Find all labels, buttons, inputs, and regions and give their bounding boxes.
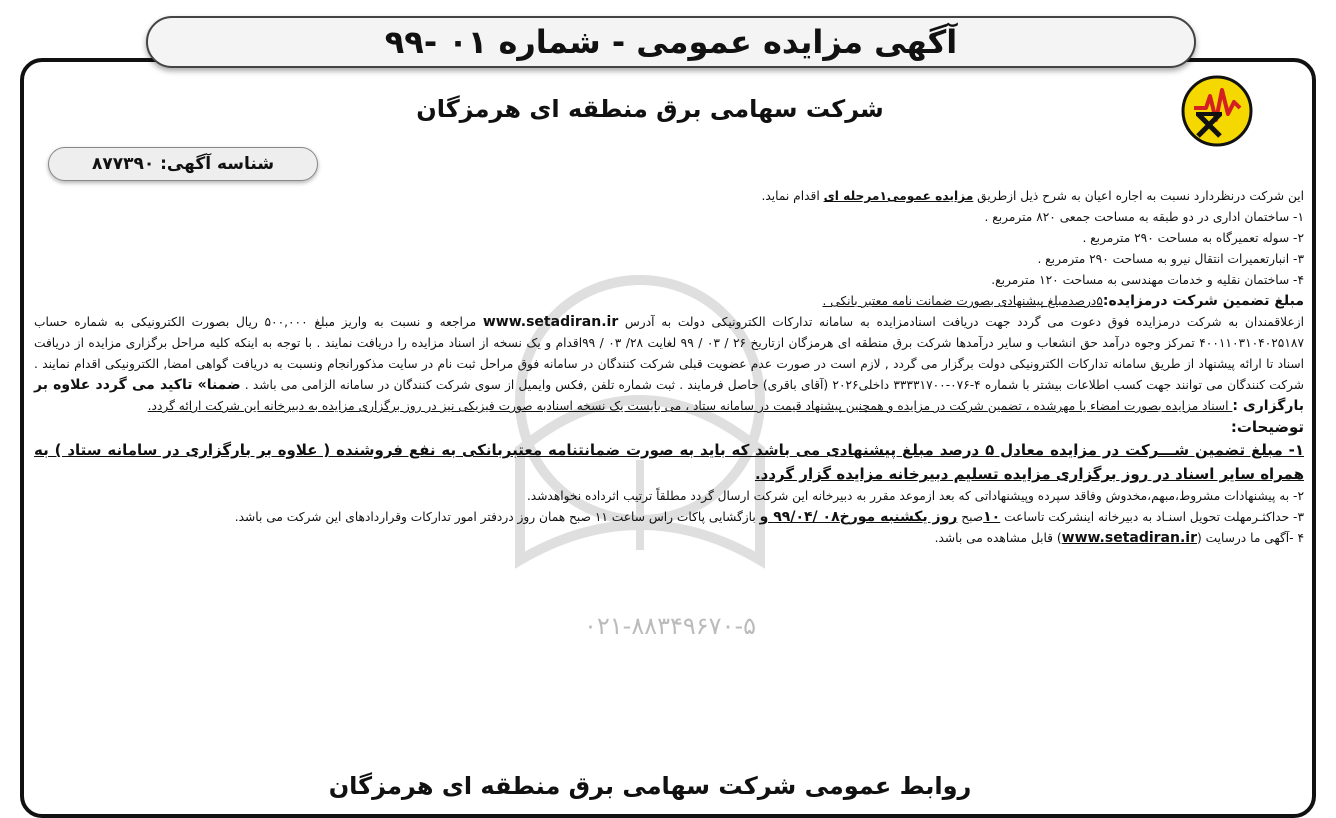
note3-a: ۳- حداکثـرمهلت تحویل اسنـاد به دبیرخانه اینشرکت تاساعت <box>1000 510 1304 524</box>
notice-id-badge <box>48 147 318 181</box>
item-4: ۴- ساختمان نقلیه و خدمات مهندسی به مساحت ۱۲۰ مترمربع. <box>991 273 1304 287</box>
note-3 <box>34 507 1304 528</box>
notice-id-text: شناسه آگهی: ۸۷۷۳۹۰ <box>91 154 275 174</box>
note4-before: ۴ -آگهی ما درسایت ( <box>1197 531 1304 545</box>
intro-highlight: مزایده عمومی۱مرحله ای <box>823 189 974 203</box>
note-4 <box>34 528 1304 549</box>
company-name: شرکت سهامی برق منطقه ای هرمزگان <box>416 95 884 123</box>
watermark-phone: ۰۲۱-۸۸۳۴۹۶۷۰-۵ <box>583 612 756 640</box>
notice-title: آگهی مزایده عمومی - شماره ۰۱ -۹۹ <box>384 23 958 61</box>
note-1: ۱- مبلغ تضمین شـــرکت در مزایده معادل ۵ درصد مبلغ پیشنهادی می باشد که باید به صورت ضمانتنامه معتبربانکی به نفع فروشنده ( علاوه بر بارگزاری در سامانه ستاد ) به همراه سایر اسناد در روز برگزاری مزایده تسلیم دبیرخانه مزایده گزار گردد. <box>34 441 1305 483</box>
guarantee-text: ۵درصدمبلغ پیشنهادی بصورت ضمانت نامه معتبر بانکی . <box>822 294 1103 308</box>
item-1: ۱- ساختمان اداری در دو طبقه به مساحت جمعی ۸۲۰ مترمربع . <box>984 210 1304 224</box>
main-site-link[interactable]: www.setadiran.ir <box>482 314 619 330</box>
footer-public-relations: روابط عمومی شرکت سهامی برق منطقه ای هرمزگان <box>328 772 972 800</box>
main-part1: ازعلاقمندان به شرکت درمزایده فوق دعوت می گردد جهت دریافت اسنادمزایده به سامانه تدارکات الکترونیکی دولت به آدرس <box>618 315 1304 329</box>
intro-before: این شرکت درنظردارد نسبت به اجاره اعیان به شرح ذیل ازطریق <box>973 189 1304 203</box>
note4-after: ) قابل مشاهده می باشد. <box>934 531 1062 545</box>
note3-hour: ۱۰ <box>983 509 1001 525</box>
company-logo-icon <box>1180 74 1254 148</box>
item-3: ۳- انبارتعمیرات انتقال نیرو به مساحت ۲۹۰ مترمربع . <box>1037 252 1304 266</box>
notice-body <box>34 186 1304 549</box>
title-banner <box>146 16 1196 68</box>
note3-e: بازگشایی پاکات راس ساعت ۱۱ صبح همان روز دردفتر امور تدارکات وقراردادهای این شرکت می باشد. <box>234 510 760 524</box>
main-underlined: اسناد مزایده بصورت امضاء یا مهرشده ، تضمین شرکت در مزایده و همچنین پیشنهاد قیمت در سامانه ستاد ، می بایست یک نسخه اسنادبه صورت فیزیکی نیز در روز برگزاری مزایده به دبیرخانه این شرکت ارائه گردد. <box>147 399 1233 413</box>
main-part2: مراجعه و نسبت به واریز مبلغ ۵۰۰,۰۰۰ ریال بصورت الکترونیکی به شماره حساب ۴۰۰۱۱۰۳۱۰۴۰۲۵۱۸۷ تمرکز وجوه درآمد حق انشعاب و سایر درآمدها شرکت برق منطقه ای هرمزگان ازتاریخ ۲۶ / ۰۳ / ۹۹ لغایت ۲۸/ ۰۳ / ۹۹اقدام و یک نسخه از اسناد مزایده را دریافت نمایند . با توجه به اینکه کلیه مراحل برگزاری مزایده از دریافت اسناد تا ارائه پیشنهاد از طریق سامانه تدارکات الکترونیکی دولت برگزار می گردد , لازم است در صورت عدم عضویت قبلی شرکت کنندگان در سامانه فوق مراحل ثبت نام در سایت مذکورانجام ونسبت به دریافت گواهی امضا, الکترونیکی اقدام نمایند . شرکت کنندگان می توانند جهت کسب اطلاعات بیشتر با شماره ۴-۰۷۶-۳۳۳۳۱۷۰۰ داخلی۲۰۲۶ (آقای باقری) حاصل فرمایند . ثبت شماره تلفن ,فکس وایمیل از سوی شرکت کنندگان در سامانه الزامی می باشد . <box>34 315 1304 392</box>
intro-line <box>34 186 1304 207</box>
notes-heading: توضیحات: <box>1230 418 1304 436</box>
main-paragraph <box>34 312 1304 417</box>
note3-date: روز یکشنبه مورخ۰۸ /۹۹/۰۴ و <box>759 509 958 525</box>
intro-after: اقدام نماید. <box>761 189 824 203</box>
guarantee-line <box>34 291 1304 312</box>
item-2: ۲- سوله تعمیرگاه به مساحت ۲۹۰ مترمربع . <box>1082 231 1304 245</box>
note-2: ۲- به پیشنهادات مشروط،مبهم،مخدوش وفاقد سپرده وپیشنهاداتی که بعد ازموعد مقرر به دبیرخانه این شرکت ارسال گردد مطلقاً ترتیب اثرداده نخواهدشد. <box>526 489 1304 503</box>
note4-site-link[interactable]: www.setadiran.ir <box>1061 530 1197 546</box>
guarantee-label: مبلغ تضمین شرکت درمزایده: <box>1102 293 1304 309</box>
main-emphasis: ضمنا» تاکید می گردد علاوه بر بارگزاری : <box>34 377 1304 414</box>
note3-c: صبح <box>957 510 984 524</box>
